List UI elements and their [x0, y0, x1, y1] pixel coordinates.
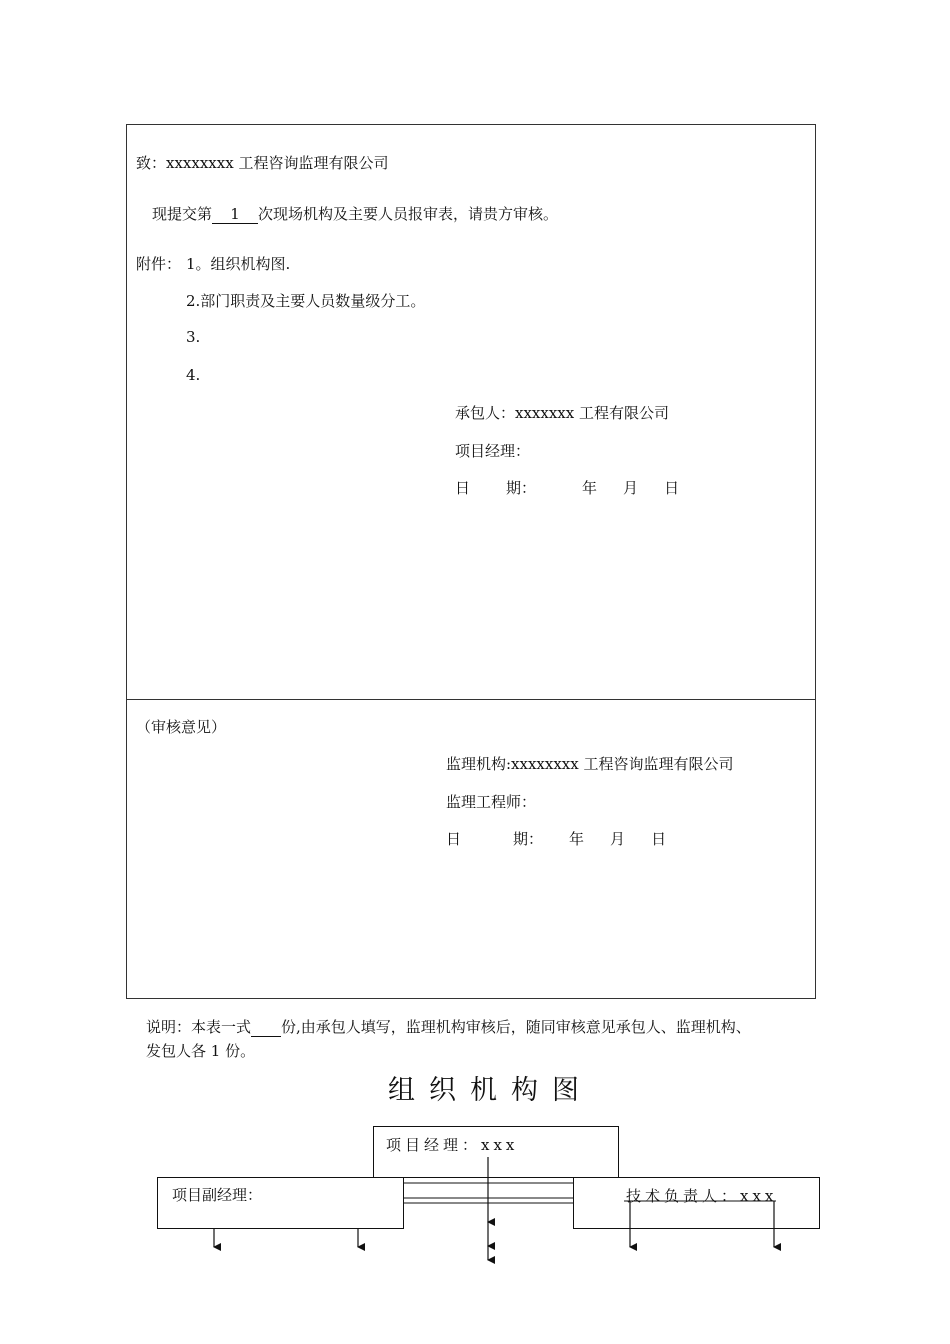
date-label-a: 日 [455, 479, 471, 497]
note-prefix: 说明：本表一式 [146, 1018, 252, 1036]
manager-label: 项目经理：xxx [386, 1136, 519, 1154]
review-date-year: 年 [569, 830, 585, 848]
submission-number: 1 [212, 206, 258, 224]
attachment-item-2: 2.部门职责及主要人员数量级分工。 [186, 292, 426, 310]
submission-suffix: 次现场机构及主要人员报审表，请贵方审核。 [258, 205, 559, 223]
review-heading: （审核意见） [136, 718, 227, 736]
date-year: 年 [582, 479, 598, 497]
review-date-label-b: 期： [513, 830, 544, 848]
date-month: 月 [623, 479, 639, 497]
contractor-name: 承包人：xxxxxxx 工程有限公司 [455, 404, 669, 422]
date-label-b: 期： [506, 479, 537, 497]
review-date-label-a: 日 [446, 830, 462, 848]
review-date-month: 月 [610, 830, 626, 848]
review-org: 监理机构:xxxxxxxx 工程咨询监理有限公司 [446, 755, 734, 773]
contractor-manager: 项目经理： [455, 442, 531, 460]
attachment-item-1: 1。组织机构图. [186, 255, 291, 273]
attachments-label: 附件： [136, 255, 182, 273]
tech-label: 技术负责人：xxx [626, 1187, 778, 1205]
date-day: 日 [664, 479, 680, 497]
attachment-item-4: 4. [186, 366, 201, 384]
deputy-label: 项目副经理： [172, 1186, 263, 1204]
org-chart-title: 组织机构图 [388, 1075, 593, 1106]
review-date-day: 日 [651, 830, 667, 848]
note-suffix: 份,由承包人填写，监理机构审核后，随同审核意见承包人、监理机构、 [281, 1018, 751, 1036]
vertical-arrows [214, 1157, 774, 1260]
submission-prefix: 现提交第 [152, 205, 213, 223]
review-engineer: 监理工程师： [446, 793, 537, 811]
form-note-line2: 发包人各 1 份。 [146, 1042, 256, 1060]
recipient-line: 致：xxxxxxxx 工程咨询监理有限公司 [136, 154, 389, 172]
attachment-item-3: 3. [186, 328, 201, 346]
